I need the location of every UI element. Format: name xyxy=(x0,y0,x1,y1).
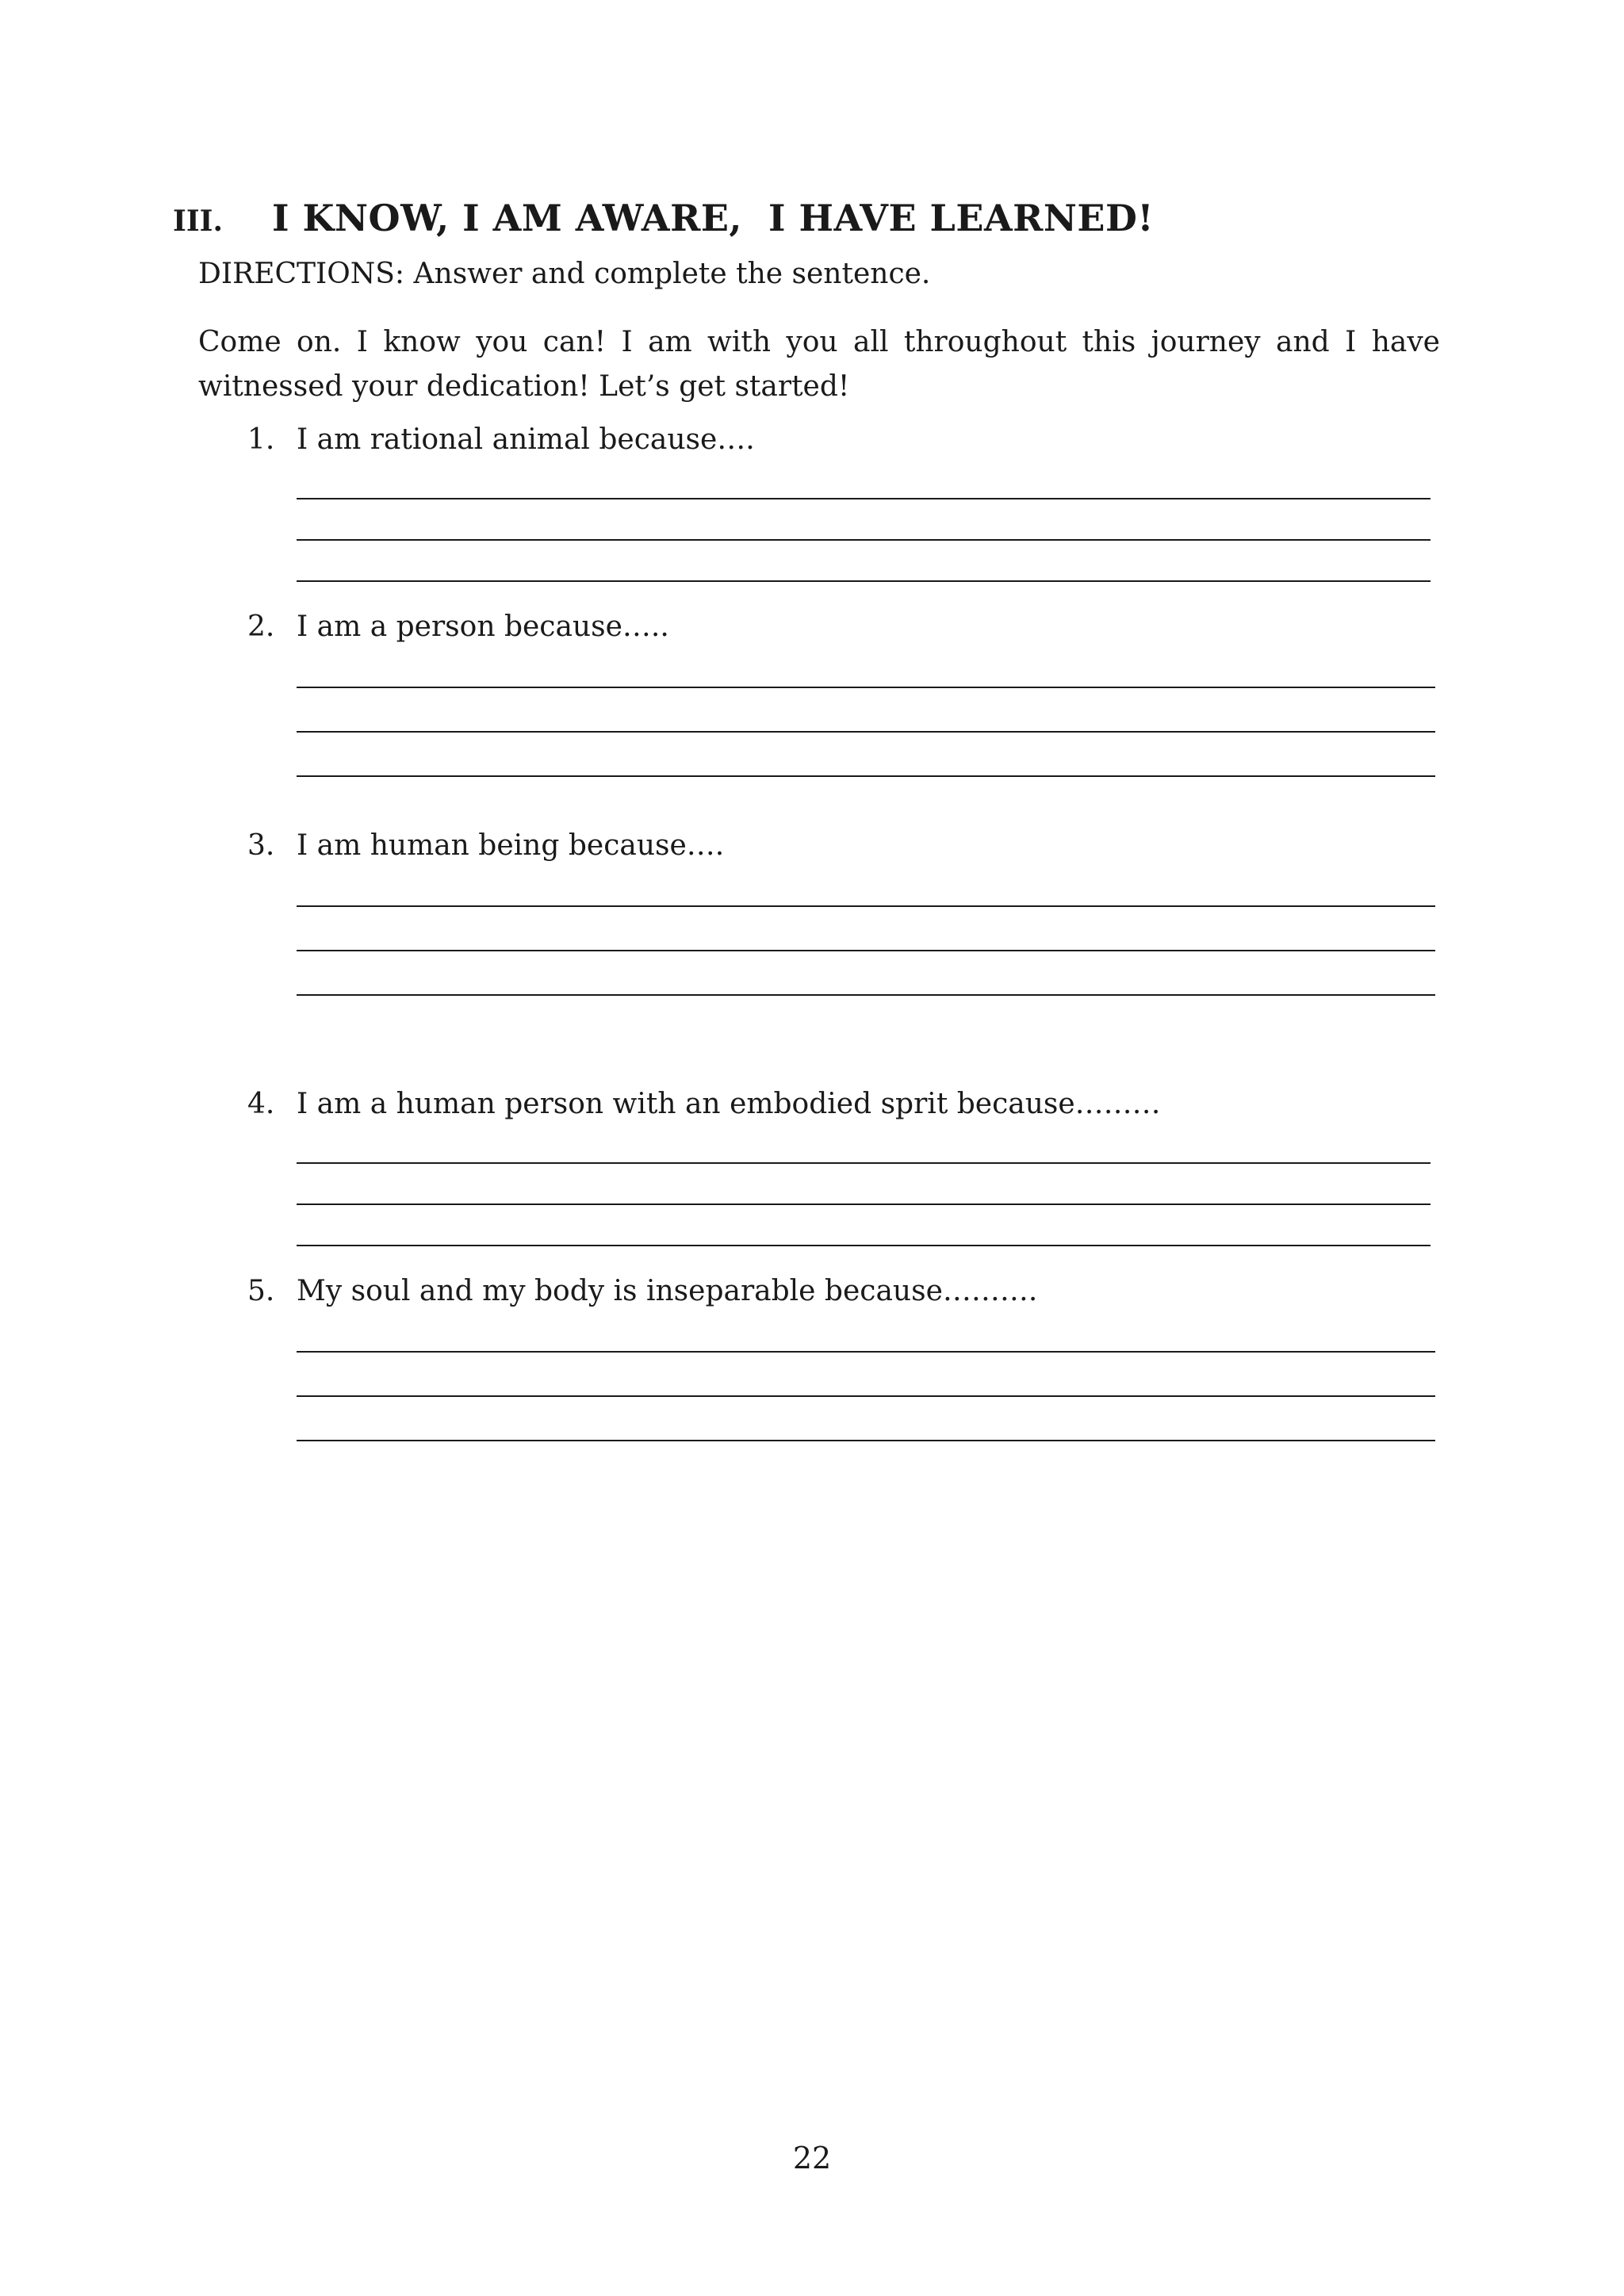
question-item-5 xyxy=(247,1275,1437,1307)
answer-line[interactable] xyxy=(297,539,1431,541)
answer-line[interactable] xyxy=(297,731,1435,733)
question-item-3 xyxy=(247,829,1437,862)
answer-line[interactable] xyxy=(297,580,1431,582)
question-prompt: I am human being because…. xyxy=(297,829,725,862)
question-number: 2. xyxy=(247,610,275,643)
intro-paragraph: Come on. I know you can! I am with you all throughout this journey and I have witnessed your dedication! Let’s get started! xyxy=(198,326,1440,403)
question-number: 3. xyxy=(247,829,275,862)
answer-line[interactable] xyxy=(297,498,1431,499)
answer-line[interactable] xyxy=(297,1203,1431,1205)
directions-text: Answer and complete the sentence. xyxy=(404,258,931,290)
section-title: I KNOW, I AM AWARE, I HAVE LEARNED! xyxy=(272,197,1155,239)
question-number: 1. xyxy=(247,423,275,456)
question-item-4 xyxy=(247,1088,1437,1120)
section-heading xyxy=(173,197,1154,239)
directions xyxy=(198,258,930,290)
answer-line[interactable] xyxy=(297,994,1435,996)
question-prompt: I am a person because….. xyxy=(297,610,669,643)
answer-line[interactable] xyxy=(297,775,1435,777)
answer-line[interactable] xyxy=(297,687,1435,688)
question-prompt: I am a human person with an embodied sprit because……… xyxy=(297,1088,1161,1120)
question-number: 4. xyxy=(247,1088,275,1120)
answer-line[interactable] xyxy=(297,1162,1431,1164)
question-item-2 xyxy=(247,610,1437,643)
question-prompt: I am rational animal because…. xyxy=(297,423,755,456)
answer-line[interactable] xyxy=(297,950,1435,951)
answer-line[interactable] xyxy=(297,1351,1435,1353)
answer-line[interactable] xyxy=(297,1245,1431,1246)
answer-line[interactable] xyxy=(297,1395,1435,1397)
answer-line[interactable] xyxy=(297,905,1435,907)
answer-line[interactable] xyxy=(297,1440,1435,1441)
page-number: 22 xyxy=(792,2141,832,2175)
question-item-1 xyxy=(247,423,1437,456)
question-number: 5. xyxy=(247,1275,275,1307)
question-prompt: My soul and my body is inseparable because………. xyxy=(297,1275,1038,1307)
section-number: III. xyxy=(173,205,224,238)
directions-label: DIRECTIONS: xyxy=(198,258,405,290)
